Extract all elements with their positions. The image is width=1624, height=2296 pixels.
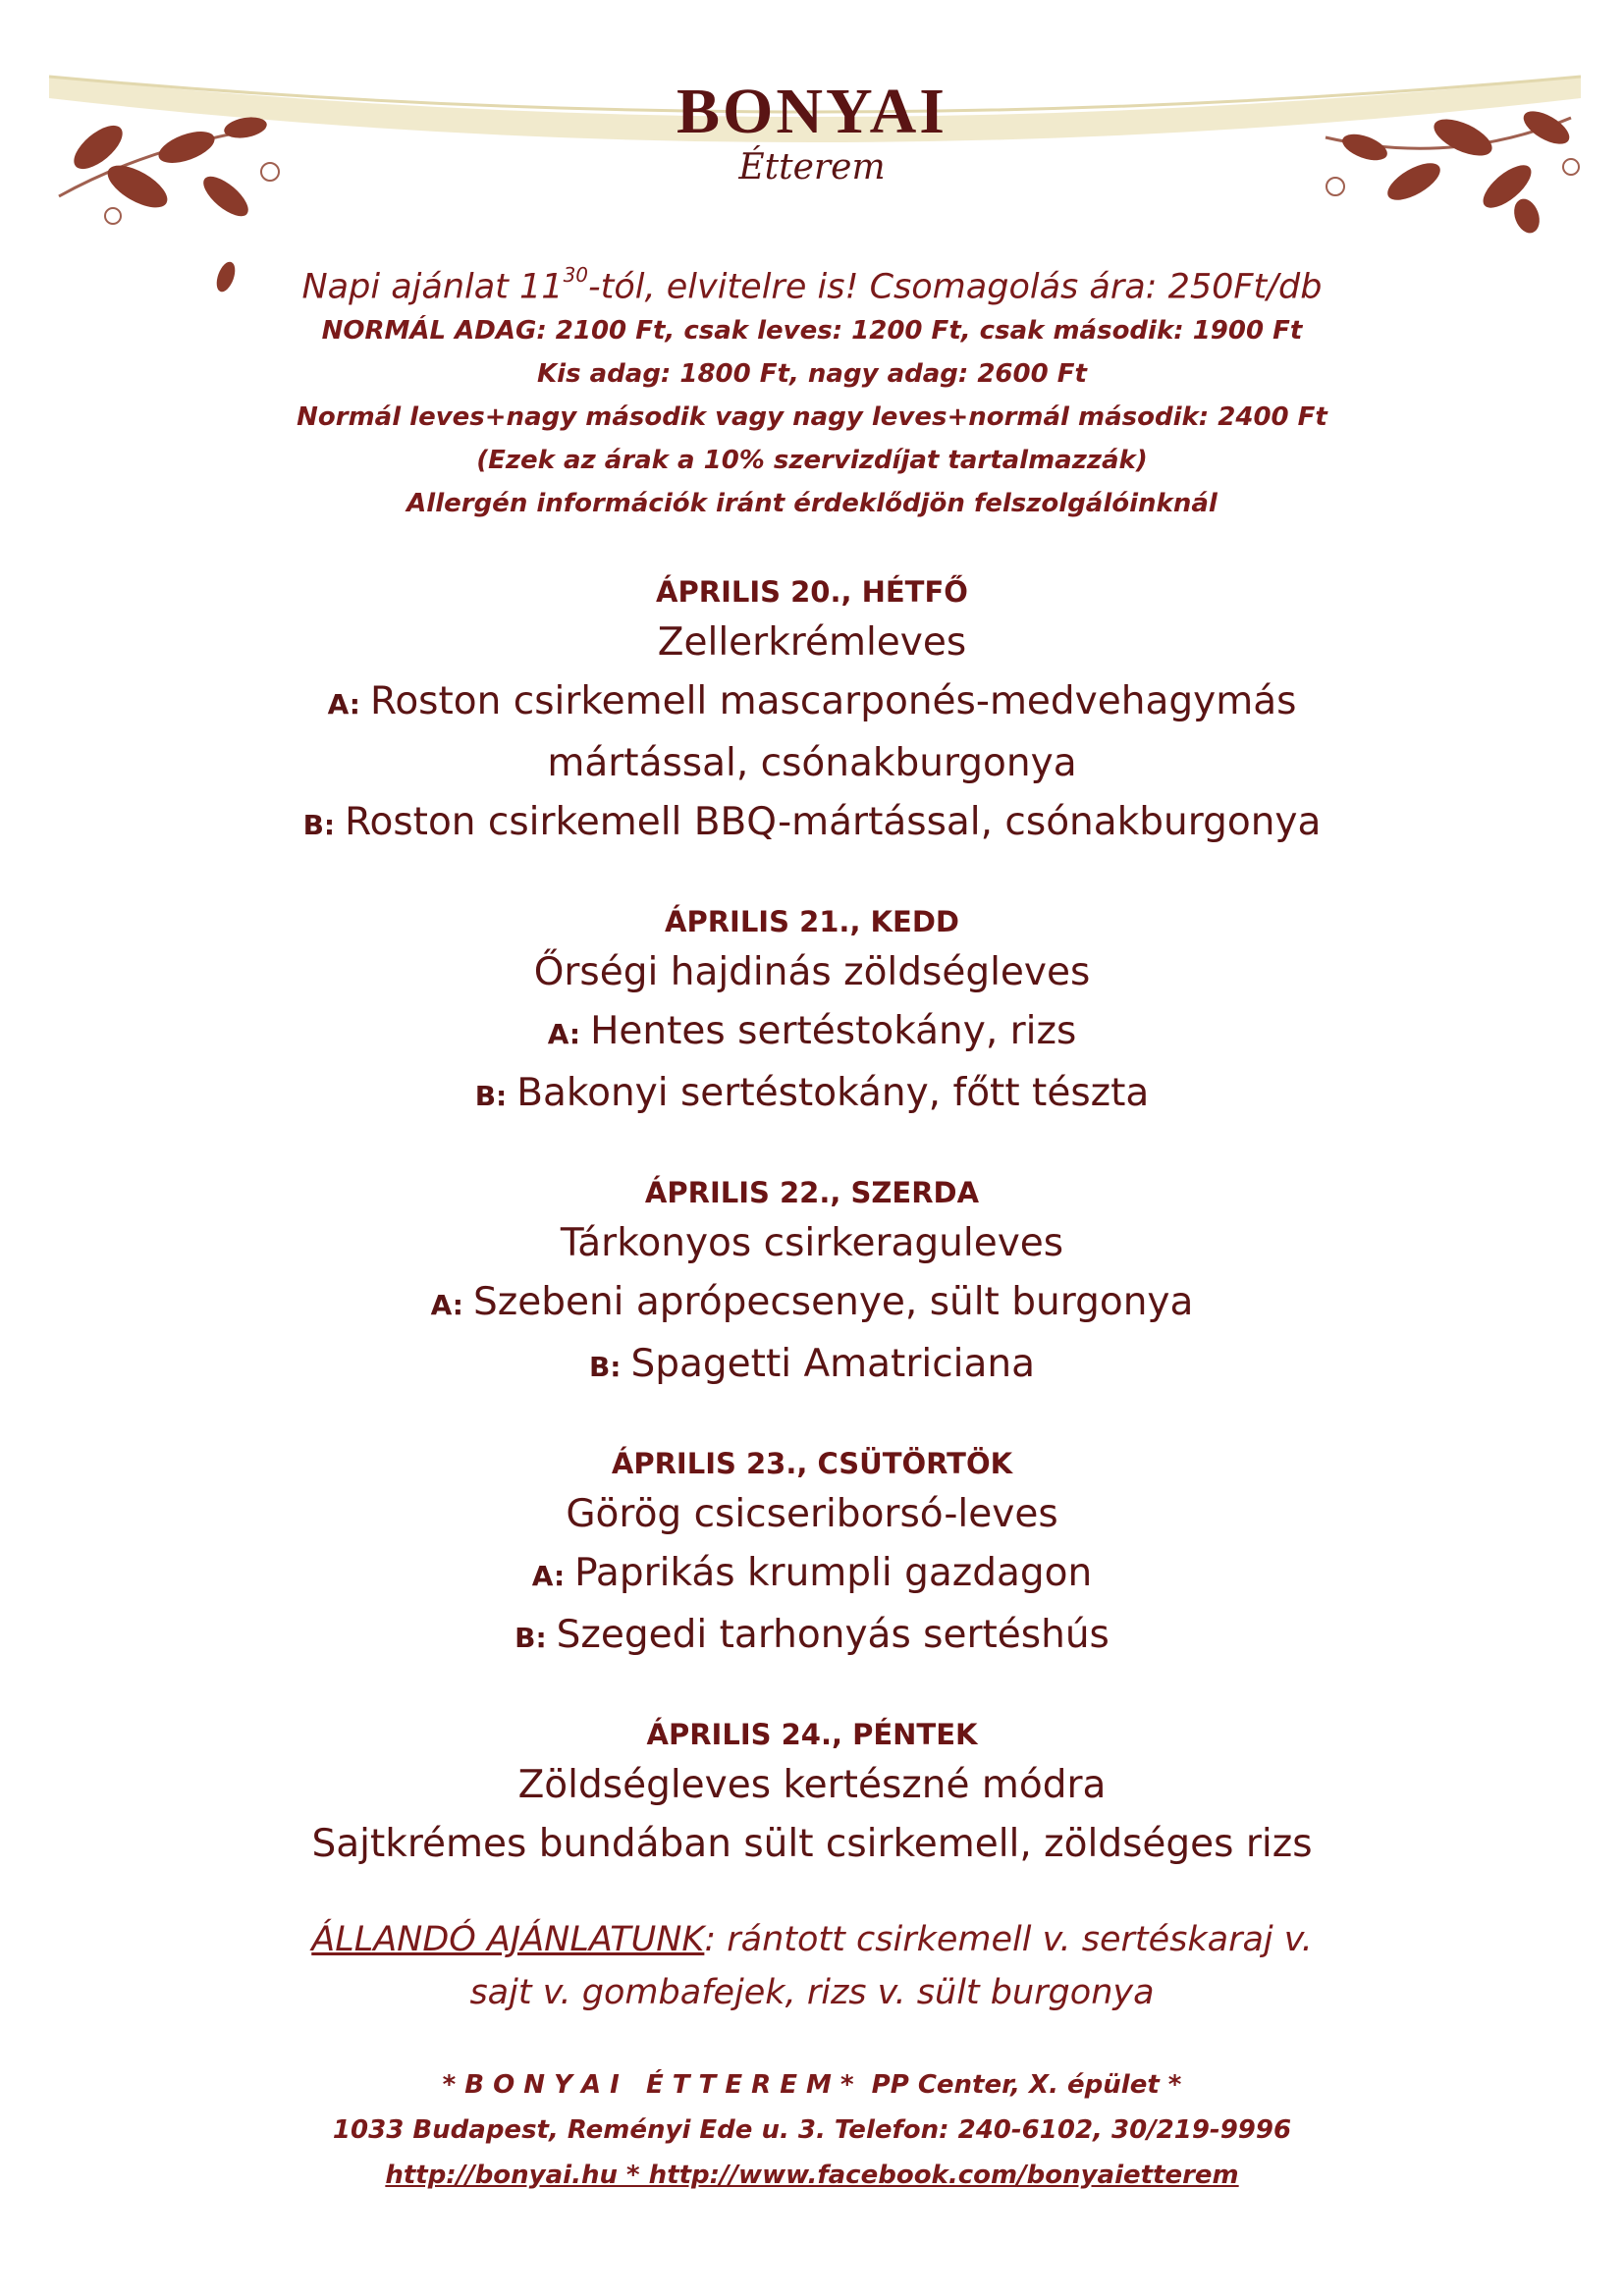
day-tuesday (0, 900, 1624, 1126)
permanent-offer: ÁLLANDÓ AJÁNLATUNK: rántott csirkemell v. sertéskaraj v. sajt v. gombafejek, rizs v. sült burgonya (0, 1913, 1624, 2019)
day-title: ÁPRILIS 20., HÉTFŐ (656, 574, 968, 609)
permanent-offer-line2: sajt v. gombafejek, rizs v. sült burgonya (469, 1972, 1155, 2012)
allergen-note: Allergén információk iránt érdeklődjön felszolgálóinknál (406, 488, 1218, 518)
dish-b: B: Bakonyi sertéstokány, főtt tészta (474, 1070, 1150, 1115)
day-title: ÁPRILIS 21., KEDD (665, 904, 959, 938)
dish-b: B: Roston csirkemell BBQ-mártással, csónakburgonya (302, 799, 1322, 844)
header-banner (0, 0, 1624, 294)
daily-offer-line: Napi ajánlat $11^{30}$-tól, elvitelre is! Csomagolás ára: 250Ft/db (301, 263, 1323, 307)
soup: Zöldségleves kertészné módra (517, 1762, 1107, 1807)
soup: Zellerkrémleves (657, 619, 967, 665)
day-friday (0, 1713, 1624, 1874)
day-wednesday (0, 1171, 1624, 1397)
dish-a: A: Szebeni aprópecsenye, sült burgonya (430, 1279, 1194, 1324)
footer (0, 2062, 1624, 2198)
main-dish: Sajtkrémes bundában sült csirkemell, zöldséges rizs (311, 1821, 1313, 1866)
soup: Őrségi hajdinás zöldségleves (533, 949, 1091, 994)
footer-address: 1033 Budapest, Reményi Ede u. 3. Telefon: 240-6102, 30/219-9996 (332, 2114, 1292, 2145)
price-service-note: (Ezek az árak a 10% szervizdíjat tartalmazzák) (476, 445, 1148, 475)
dish-b: B: Spagetti Amatriciana (588, 1341, 1036, 1386)
dish-a: A: Roston csirkemell mascarponés-medvehagymás (327, 678, 1297, 723)
day-title: ÁPRILIS 22., SZERDA (644, 1175, 980, 1209)
day-monday (0, 570, 1624, 855)
footer-web-links[interactable]: http://bonyai.hu * http://www.facebook.com/bonyaietterem (385, 2160, 1239, 2190)
footer-brand-line: * B O N Y A I É T T E R E M * PP Center, X. épület * (442, 2069, 1182, 2100)
time-superscript: 30 (563, 263, 589, 287)
dish-b: B: Szegedi tarhonyás sertéshús (514, 1612, 1110, 1657)
dish-a: A: Hentes sertéstokány, rizs (547, 1008, 1077, 1053)
price-small-large: Kis adag: 1800 Ft, nagy adag: 2600 Ft (537, 358, 1087, 389)
dish-a-continued: mártással, csónakburgonya (547, 740, 1077, 785)
day-title: ÁPRILIS 23., CSÜTÖRTÖK (611, 1446, 1013, 1480)
soup: Görög csicseriborsó-leves (566, 1491, 1058, 1536)
price-combo: Normál leves+nagy második vagy nagy leves+normál második: 2400 Ft (297, 401, 1327, 432)
menu-content (0, 257, 1624, 2198)
brand-subtitle: Étterem (738, 147, 886, 187)
dish-a: A: Paprikás krumpli gazdagon (531, 1550, 1093, 1595)
day-thursday (0, 1442, 1624, 1668)
permanent-offer-heading: ÁLLANDÓ AJÁNLATUNK (311, 1919, 705, 1959)
soup: Tárkonyos csirkeraguleves (560, 1220, 1064, 1265)
price-normal: NORMÁL ADAG: 2100 Ft, csak leves: 1200 Ft, csak második: 1900 Ft (321, 315, 1303, 346)
brand-name: BONYAI (677, 76, 947, 147)
day-title: ÁPRILIS 24., PÉNTEK (646, 1717, 978, 1751)
